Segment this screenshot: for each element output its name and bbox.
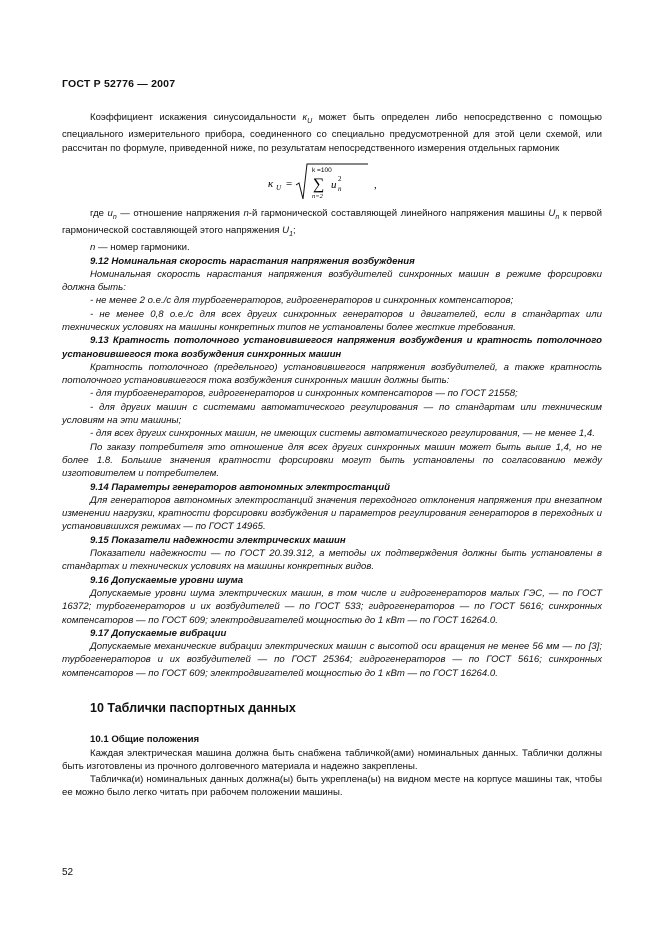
formula-term-sup: 2 — [338, 174, 342, 183]
n-symbol: n — [243, 207, 249, 219]
un-base: u — [107, 207, 113, 219]
section-9-13-p3: - для других машин с системами автоматического регулирования — по стандартам или техническим условиям на эти машины; — [62, 401, 602, 427]
n-symbol-2: n — [90, 242, 96, 254]
Un-symbol — [548, 208, 559, 219]
formula-upper-limit: k =100 — [312, 166, 332, 174]
U1-base: U — [282, 225, 290, 236]
section-9-16-p1: Допускаемые уровни шума электрических машин, в том числе и гидрогенераторов малых ГЭС, — по ГОСТ 16372; турбогенераторов и их возбудителей — по ГОСТ 533; гидрогенераторов — по ГОСТ 5616; синхронных компенсаторов — по ГОСТ 609; электродвигателей мощностью до 1 кВт — по ГОСТ 16264.0. — [62, 587, 602, 626]
distortion-formula — [268, 161, 388, 203]
U1-sub: 1 — [289, 230, 293, 238]
ku-symbol: $к_U$ — [302, 112, 313, 125]
where-b: — отношение напряжения — [116, 207, 244, 219]
section-9-13-title: 9.13 Кратность потолочного установившегося напряжения возбуждения и кратность потолочного установившегося тока возбуждения синхронных машин — [62, 335, 602, 360]
Un-sub: n — [555, 213, 560, 221]
formula-lower-limit: n=2 — [312, 192, 323, 200]
n-definition-text: — номер гармоники. — [95, 242, 190, 254]
section-10-1-title: 10.1 Общие положения — [90, 734, 200, 746]
section-10-1-p2: Табличка(и) номинальных данных должна(ы) быть укреплена(ы) на видном месте на корпусе машины так, чтобы ее можно было легко читать при рабочем положении машины. — [62, 774, 602, 799]
section-9-16-title: 9.16 Допускаемые уровни шума — [90, 574, 244, 586]
section-9-14-p1: Для генераторов автономных электростанций значения переходного отклонения напряжения при внезапном изменении нагрузки, кратности форсировки возбуждения и параметров регулирования генераторов в переходных и установившихся режимах — по ГОСТ 14965. — [62, 494, 602, 533]
section-9-17-title: 9.17 Допускаемые вибрации — [90, 627, 227, 639]
section-9-12-p1: Номинальная скорость нарастания напряжения возбудителей синхронных машин в режиме форсировки должна быть: — [62, 268, 602, 294]
document-header: ГОСТ Р 52776 — 2007 — [62, 78, 176, 90]
sum-sign: ∑ — [313, 175, 325, 193]
section-9-17-p1: Допускаемые механические вибрации электрических машин с высотой оси вращения не менее 56 мм — по [3]; турбогенераторов и их возбудителей — по ГОСТ 25364; гидрогенераторов — по ГОСТ 5616; синхронных компенсаторов — по ГОСТ 609; электродвигателей мощностью до 1 кВт — по ГОСТ 16264.0. — [62, 641, 602, 679]
formula-lhs: к — [268, 177, 274, 190]
page-number: 52 — [62, 867, 74, 878]
section-9-13-p4: - для всех других синхронных машин, не имеющих системы автоматического регулирования, — не менее 1,4. — [90, 428, 595, 440]
section-9-15-p1: Показатели надежности — по ГОСТ 20.39.312, а методы их подтверждения должны быть установлены в стандартах и технических условиях на машины конкретных видов. — [62, 548, 602, 573]
intro-text-b: может быть определен либо непосредственно с помощью специального измерительного прибора, соединенного со специально предусмотренной для этой цели схемой, или рассчитан по формуле, приведенной ниже, по результатам непосредственного измерения отдельных гармоник — [62, 112, 602, 154]
document-body — [62, 111, 602, 800]
section-9-13-p1: Кратность потолочного (предельного) установившегося напряжения возбудителей, а также кратность потолочного установившегося тока возбуждения синхронных машин должны быть: — [62, 361, 602, 387]
un-symbol — [108, 208, 117, 219]
where-a: где — [90, 207, 108, 219]
section-10-1-p1: Каждая электрическая машина должна быть снабжена табличкой(ами) номинальных данных. Таблички должны быть изготовлены из прочного долговечного материала и надежно закреплены. — [62, 747, 602, 772]
section-9-12-title: 9.12 Номинальная скорость нарастания напряжения возбуждения — [90, 255, 415, 267]
formula-eq: = — [286, 177, 293, 190]
section-9-14-title: 9.14 Параметры генераторов автономных электростанций — [90, 481, 390, 493]
intro-paragraph — [62, 111, 602, 155]
U1-symbol — [282, 225, 293, 236]
Un-base: U — [548, 207, 556, 219]
section-9-13-p5: По заказу потребителя это отношение для всех других синхронных машин может быть выше 1,4, но не более 1.8. Большие значения кратности форсировки могут быть установлены по согласованию между изготовителем и потребителем. — [62, 441, 602, 480]
formula-term: u — [331, 178, 337, 191]
n-definition — [62, 241, 602, 254]
where-paragraph — [62, 207, 602, 241]
formula-lhs-sub: U — [276, 183, 282, 192]
formula-tail: , — [374, 178, 377, 191]
formula-block — [62, 161, 602, 203]
section-9-12-p2: - не менее 2 о.е./с для турбогенераторов, гидрогенераторов и синхронных компенсаторов; — [90, 295, 514, 307]
intro-text-a: Коэффициент искажения синусоидальности — [90, 112, 303, 123]
where-e: ; — [292, 225, 296, 236]
where-c: -й гармонической составляющей линейного напряжения машины — [248, 207, 549, 219]
section-9-12-p3: - не менее 0,8 о.е./с для всех других синхронных генераторов и двигателей, если в стандартах или технических условиях на машины конкретных типов не установлены более жесткие требования. — [62, 308, 602, 333]
section-9-13-p2: - для турбогенераторов, гидрогенераторов и синхронных компенсаторов — по ГОСТ 21558; — [90, 388, 518, 400]
formula-term-sub: n — [338, 184, 342, 193]
section-10-title: 10 Таблички паспортных данных — [90, 701, 296, 715]
where-d: к первой гармонической составляющей этого напряжения — [62, 207, 602, 236]
un-sub: n — [112, 213, 117, 221]
section-9-15-title: 9.15 Показатели надежности электрических машин — [90, 534, 346, 546]
